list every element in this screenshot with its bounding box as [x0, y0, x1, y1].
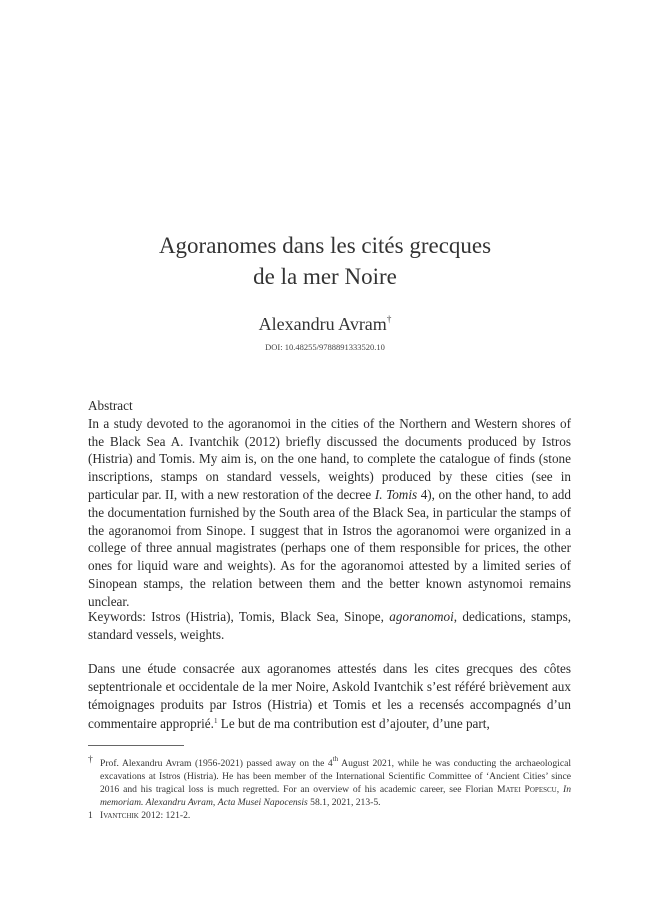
article-title — [0, 230, 650, 292]
title-line-1: Agoranomes dans les cités grecques — [158, 233, 492, 258]
abstract — [88, 397, 571, 611]
abstract-text-2: 4), on the other hand, to add the documentation furnished by the South area of the Black Sea, in particular the stamps of the agoranomoi from Sinope. I suggest that in Istros the agoranomoi were organized in a college of three annual magistrates (perhaps one of them responsible for prices, the other ones for liquid ware and weights). As for the agoranomoi attested by a limited series of Sinopean stamps, the relation between them and the better known astynomoi remains unclear. — [88, 486, 571, 609]
body-text-1: Dans une étude consacrée aux agoranomes attestés dans les cites grecques des côtes septentrionale et occidentale de la mer Noire, Askold Ivantchik s’est référé brièvement aux témoignages produits par Istros (Histria) et Tomis et les a recensés accompagnés d’un commentaire approprié. — [88, 661, 571, 732]
footnote-1-mark: 1 — [88, 810, 93, 821]
keywords — [88, 608, 571, 644]
keywords-text-1: Keywords: Istros (Histria), Tomis, Black Sea, Sinope, — [88, 609, 390, 624]
abstract-text-1: In a study devoted to the agoranomoi in the cities of the Northern and Western shores of the Black Sea A. Ivantchik (2012) briefly discussed the documents produced by Istros (Histria) and Tomis. My aim is, on the one hand, to complete the catalogue of finds (stone inscriptions, stamps on standard vessels, weights) produced by these cities (see in particular par. II, with a new restoration of the decree — [88, 415, 571, 502]
body-paragraph — [88, 660, 571, 733]
author-name — [0, 314, 650, 335]
author-name-text: Alexandru Avram — [258, 314, 387, 334]
footnote-ref-1[interactable]: 1 — [213, 717, 218, 726]
keywords-italic: agoranomoi — [389, 609, 454, 624]
abstract-heading: Abstract — [88, 398, 133, 413]
body-text-2: Le but de ma contribution est d’ajouter, d’une part, — [217, 716, 490, 732]
doi: DOI: 10.48255/9788891333520.10 — [265, 342, 385, 352]
footnote-divider — [88, 745, 184, 746]
footnote-dagger-mark: † — [88, 754, 93, 765]
author-footnote-mark: † — [386, 314, 392, 324]
keywords-text-2: , dedications, stamps, standard vessels, weights. — [88, 609, 571, 642]
title-line-2: de la mer Noire — [253, 264, 397, 289]
footnote-dagger-text: Prof. Alexandru Avram (1956-2021) passed away on the 4th August 2021, while he was conducting the archaeological excavations at Istros (Histria). He has been member of the International Scientific Committee of ‘Ancient Cities’ since 2016 and his tragical loss is much regretted. For an overview of his academic career, see Florian Matei Popescu, In memoriam. Alexandru Avram, Acta Musei Napocensis 58.1, 2021, 213-5. — [100, 755, 571, 808]
footnotes — [88, 753, 571, 822]
footnote-1 — [88, 809, 571, 822]
footnote-1-text: Ivantchik 2012: 121-2. — [100, 810, 191, 821]
footnote-dagger — [88, 753, 571, 809]
abstract-italic: I. Tomis — [374, 486, 418, 502]
